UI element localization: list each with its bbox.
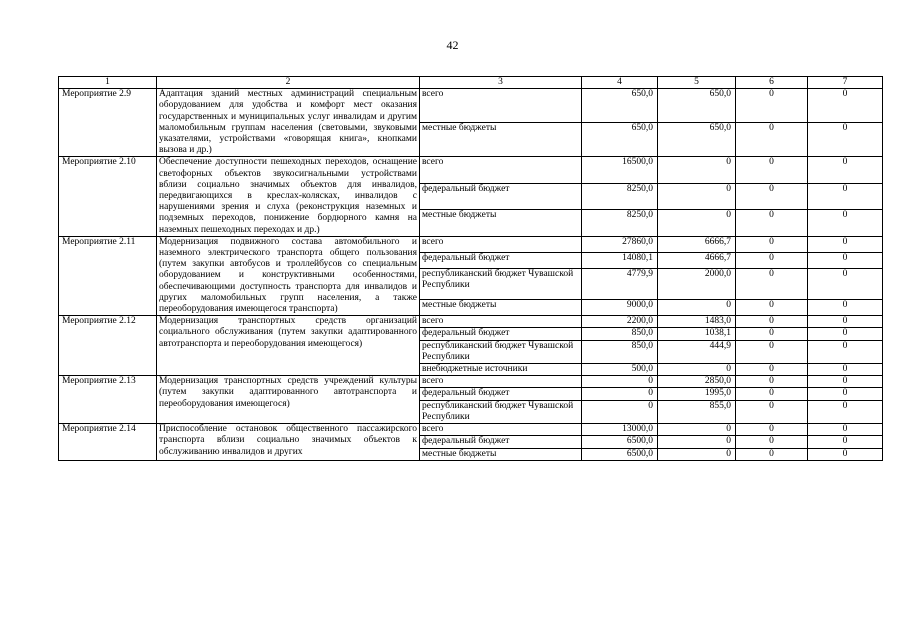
funding-source: всего <box>420 376 582 388</box>
value-col-7: 0 <box>808 236 883 252</box>
activity-description: Адаптация зданий местных администраций специальным оборудованием для удобства и комфорт мест оказания государственных и муниципальных услуг инвалидам и другим маломобильным группам населения (световыми, звуковыми указателями, устройствами «говорящая книга», кнопками вызова и др.) <box>157 89 420 157</box>
value-col-4: 6500,0 <box>582 436 658 448</box>
value-col-6: 0 <box>736 89 808 123</box>
value-col-6: 0 <box>736 300 808 316</box>
value-col-6: 0 <box>736 328 808 340</box>
value-col-4: 0 <box>582 376 658 388</box>
table-header-row <box>59 77 883 89</box>
header-col-6: 6 <box>736 77 808 89</box>
funding-source: федеральный бюджет <box>420 436 582 448</box>
activity-description: Модернизация транспортных средств учреждений культуры (путем закупки адаптированного автотранспорта и переоборудования имеющегося) <box>157 376 420 424</box>
value-col-7: 0 <box>808 123 883 157</box>
value-col-5: 1483,0 <box>658 316 736 328</box>
value-col-4: 13000,0 <box>582 424 658 436</box>
value-col-7: 0 <box>808 388 883 400</box>
funding-source: федеральный бюджет <box>420 252 582 268</box>
value-col-5: 0 <box>658 436 736 448</box>
table-row <box>59 376 883 388</box>
funding-source: федеральный бюджет <box>420 183 582 209</box>
value-col-7: 0 <box>808 436 883 448</box>
value-col-4: 9000,0 <box>582 300 658 316</box>
value-col-5: 1995,0 <box>658 388 736 400</box>
table-body <box>59 77 883 461</box>
value-col-4: 650,0 <box>582 123 658 157</box>
value-col-5: 0 <box>658 448 736 460</box>
header-col-1: 1 <box>59 77 157 89</box>
value-col-6: 0 <box>736 123 808 157</box>
activity-id: Мероприятие 2.11 <box>59 236 157 315</box>
value-col-5: 444,9 <box>658 340 736 363</box>
funding-source: всего <box>420 89 582 123</box>
value-col-6: 0 <box>736 448 808 460</box>
value-col-4: 14080,1 <box>582 252 658 268</box>
funding-source: всего <box>420 316 582 328</box>
value-col-5: 0 <box>658 364 736 376</box>
value-col-4: 850,0 <box>582 328 658 340</box>
value-col-6: 0 <box>736 316 808 328</box>
funding-source: внебюджетные источники <box>420 364 582 376</box>
value-col-4: 0 <box>582 388 658 400</box>
funding-source: республиканский бюджет Чувашской Республики <box>420 269 582 300</box>
value-col-5: 2850,0 <box>658 376 736 388</box>
value-col-7: 0 <box>808 300 883 316</box>
funding-source: всего <box>420 424 582 436</box>
value-col-6: 0 <box>736 157 808 183</box>
value-col-7: 0 <box>808 448 883 460</box>
funding-source: федеральный бюджет <box>420 388 582 400</box>
funding-source: местные бюджеты <box>420 210 582 236</box>
value-col-7: 0 <box>808 210 883 236</box>
value-col-4: 500,0 <box>582 364 658 376</box>
value-col-4: 0 <box>582 400 658 423</box>
value-col-5: 650,0 <box>658 89 736 123</box>
value-col-5: 0 <box>658 183 736 209</box>
funding-source: местные бюджеты <box>420 448 582 460</box>
value-col-6: 0 <box>736 183 808 209</box>
header-col-7: 7 <box>808 77 883 89</box>
funding-source: всего <box>420 236 582 252</box>
value-col-7: 0 <box>808 364 883 376</box>
value-col-5: 2000,0 <box>658 269 736 300</box>
value-col-7: 0 <box>808 328 883 340</box>
activity-id: Мероприятие 2.13 <box>59 376 157 424</box>
value-col-7: 0 <box>808 183 883 209</box>
value-col-7: 0 <box>808 424 883 436</box>
header-col-5: 5 <box>658 77 736 89</box>
activity-id: Мероприятие 2.10 <box>59 157 157 236</box>
value-col-4: 650,0 <box>582 89 658 123</box>
page-number: 42 <box>446 38 459 52</box>
value-col-6: 0 <box>736 376 808 388</box>
value-col-5: 0 <box>658 300 736 316</box>
activity-id: Мероприятие 2.14 <box>59 424 157 461</box>
activity-description: Модернизация подвижного состава автомобильного и наземного электрического транспорта общего пользования (путем закупки автобусов и троллейбусов со специальным оборудованием и конструктивными особенностями, обеспечивающими доступность транспорта для инвалидов и других маломобильных групп населения, а также переоборудования имеющегося транспорта) <box>157 236 420 315</box>
value-col-4: 8250,0 <box>582 210 658 236</box>
activity-id: Мероприятие 2.12 <box>59 316 157 376</box>
table-row <box>59 89 883 123</box>
value-col-7: 0 <box>808 89 883 123</box>
funding-table <box>58 76 883 461</box>
value-col-6: 0 <box>736 269 808 300</box>
value-col-5: 0 <box>658 424 736 436</box>
activity-description: Обеспечение доступности пешеходных переходов, оснащение светофорных объектов звукосигнальными устройствами вблизи социально значимых объектов для инвалидов, передвигающихся в креслах-колясках, инвалидов с нарушениями зрения и слуха (реконструкция наземных и подземных переходов, понижение бордюрного камня на наземных пешеходных переходах и др.) <box>157 157 420 236</box>
value-col-5: 6666,7 <box>658 236 736 252</box>
funding-source: всего <box>420 157 582 183</box>
value-col-7: 0 <box>808 252 883 268</box>
value-col-4: 6500,0 <box>582 448 658 460</box>
value-col-4: 4779,9 <box>582 269 658 300</box>
activity-id: Мероприятие 2.9 <box>59 89 157 157</box>
value-col-6: 0 <box>736 400 808 423</box>
value-col-4: 16500,0 <box>582 157 658 183</box>
activity-description: Приспособление остановок общественного пассажирского транспорта вблизи социально значимых объектов к обслуживанию инвалидов и других <box>157 424 420 461</box>
value-col-7: 0 <box>808 340 883 363</box>
value-col-5: 1038,1 <box>658 328 736 340</box>
table-row <box>59 157 883 183</box>
funding-source: местные бюджеты <box>420 123 582 157</box>
value-col-6: 0 <box>736 388 808 400</box>
value-col-6: 0 <box>736 424 808 436</box>
value-col-4: 27860,0 <box>582 236 658 252</box>
value-col-6: 0 <box>736 436 808 448</box>
value-col-4: 850,0 <box>582 340 658 363</box>
funding-source: республиканский бюджет Чувашской Республики <box>420 340 582 363</box>
value-col-7: 0 <box>808 376 883 388</box>
header-col-3: 3 <box>420 77 582 89</box>
value-col-6: 0 <box>736 236 808 252</box>
activity-description: Модернизация транспортных средств организаций социального обслуживания (путем закупки адаптированного автотранспорта и переоборудования имеющегося) <box>157 316 420 376</box>
value-col-6: 0 <box>736 364 808 376</box>
value-col-4: 2200,0 <box>582 316 658 328</box>
funding-source: местные бюджеты <box>420 300 582 316</box>
value-col-6: 0 <box>736 252 808 268</box>
value-col-5: 650,0 <box>658 123 736 157</box>
table-row <box>59 424 883 436</box>
value-col-4: 8250,0 <box>582 183 658 209</box>
funding-source: республиканский бюджет Чувашской Республики <box>420 400 582 423</box>
value-col-6: 0 <box>736 340 808 363</box>
value-col-7: 0 <box>808 269 883 300</box>
table-row <box>59 316 883 328</box>
value-col-7: 0 <box>808 157 883 183</box>
value-col-5: 0 <box>658 157 736 183</box>
header-col-4: 4 <box>582 77 658 89</box>
table-row <box>59 236 883 252</box>
value-col-5: 4666,7 <box>658 252 736 268</box>
value-col-5: 0 <box>658 210 736 236</box>
value-col-5: 855,0 <box>658 400 736 423</box>
value-col-7: 0 <box>808 400 883 423</box>
value-col-6: 0 <box>736 210 808 236</box>
funding-source: федеральный бюджет <box>420 328 582 340</box>
header-col-2: 2 <box>157 77 420 89</box>
value-col-7: 0 <box>808 316 883 328</box>
